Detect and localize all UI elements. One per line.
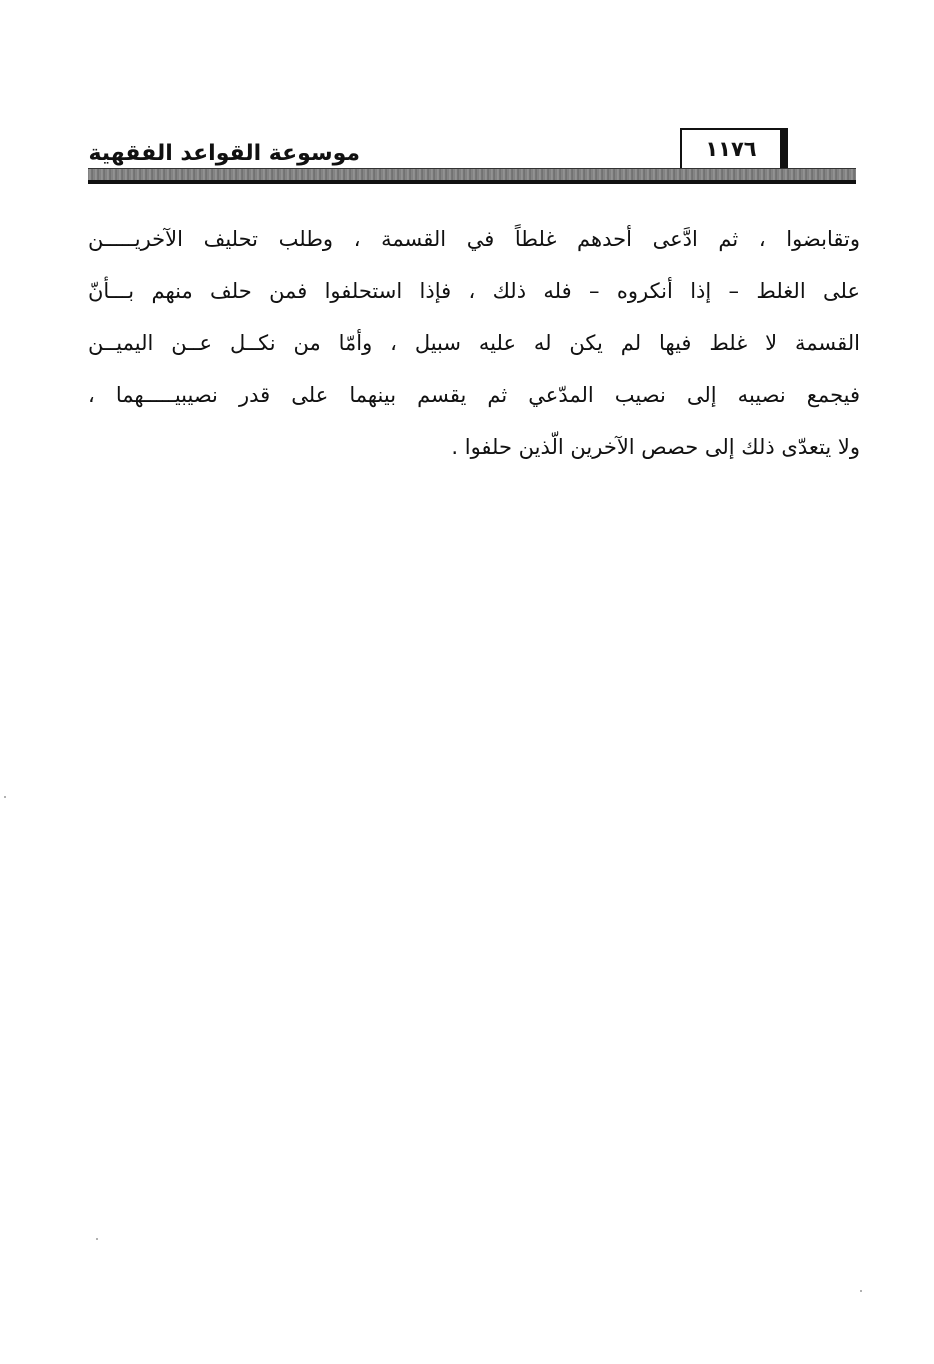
running-header-title: موسوعة القواعد الفقهية <box>88 141 360 166</box>
body-line: ولا يتعدّى ذلك إلى حصص الآخرين الّذين حلفوا . <box>451 435 860 459</box>
body-paragraph <box>88 213 860 473</box>
body-line: على الغلط – إذا أنكروه – فله ذلك ، فإذا استحلفوا فمن حلف منهم بـــأنّ <box>88 279 860 303</box>
page-number: ١١٧٦ <box>680 128 788 168</box>
scan-speck <box>860 1290 862 1292</box>
scan-speck <box>96 1238 98 1240</box>
header-rule-underline <box>88 180 856 184</box>
body-line: وتقابضوا ، ثم ادَّعى أحدهم غلطاً في القسمة ، وطلب تحليف الآخريـــــن <box>88 227 860 251</box>
scan-speck <box>4 796 6 798</box>
body-line: فيجمع نصيبه إلى نصيب المدّعي ثم يقسم بينهما على قدر نصيبيـــــهما ، <box>88 383 860 407</box>
body-line: القسمة لا غلط فيها لم يكن له عليه سبيل ، وأمّا من نكــل عــن اليميــن <box>88 331 860 355</box>
